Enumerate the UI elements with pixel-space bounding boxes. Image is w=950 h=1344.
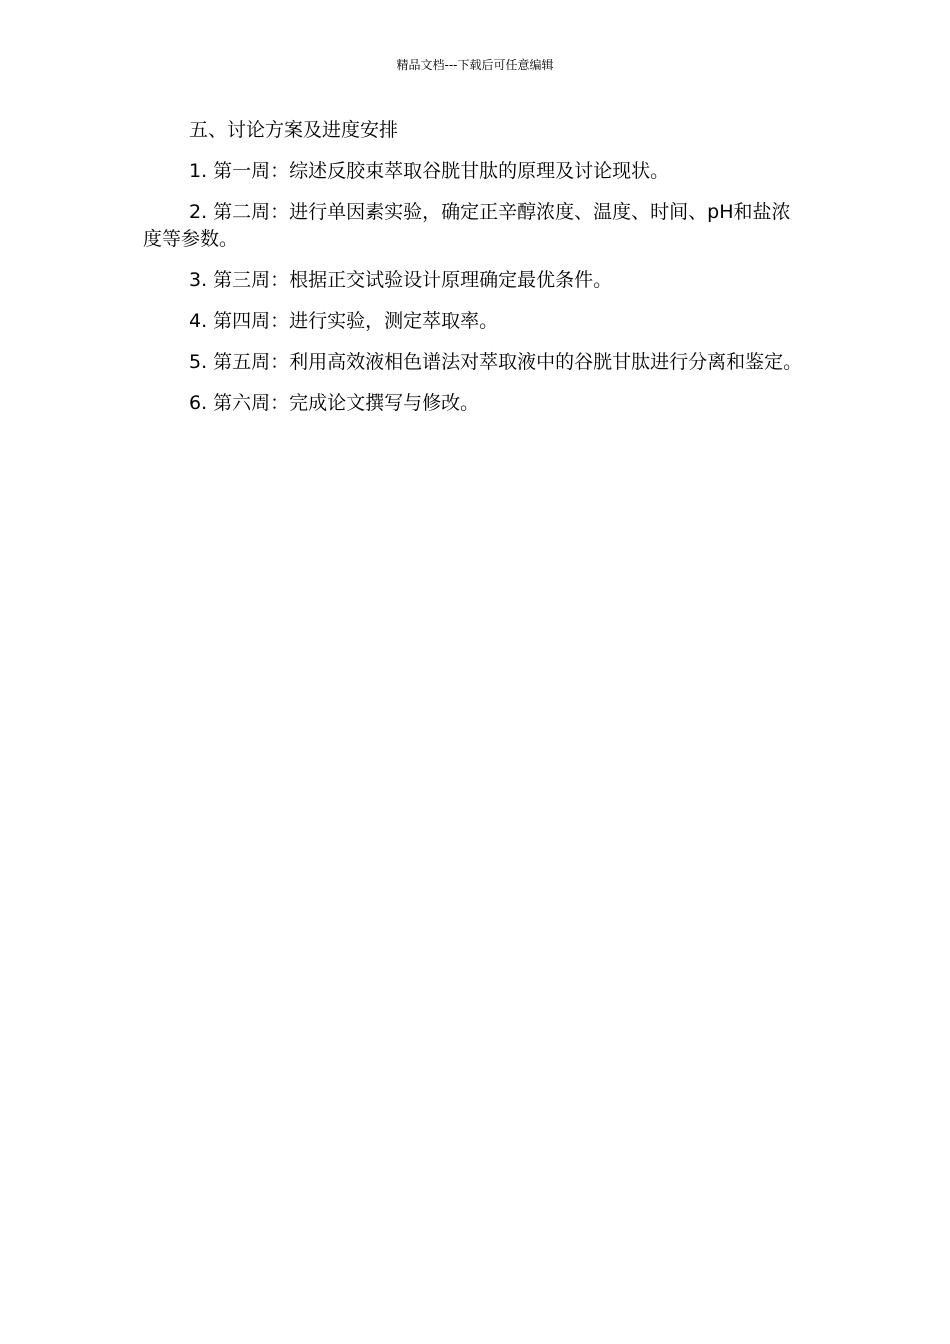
schedule-item-week-4: 4. 第四周：进行实验，测定萃取率。: [189, 310, 499, 332]
section-title: 五、讨论方案及进度安排: [189, 119, 399, 141]
schedule-item-week-5: 5. 第五周：利用高效液相色谱法对萃取液中的谷胱甘肽进行分离和鉴定。: [189, 351, 803, 373]
schedule-item-week-2: 2. 第二周：进行单因素实验，确定正辛醇浓度、温度、时间、pH和盐浓度等参数。: [143, 201, 791, 250]
schedule-item-week-6: 6. 第六周：完成论文撰写与修改。: [189, 392, 480, 414]
page-header: 精品文档---下载后可任意编辑: [396, 58, 554, 72]
schedule-item-week-3: 3. 第三周：根据正交试验设计原理确定最优条件。: [189, 269, 613, 291]
schedule-item-week-1: 1. 第一周：综述反胶束萃取谷胱甘肽的原理及讨论现状。: [189, 160, 670, 182]
document-body: [143, 117, 803, 431]
